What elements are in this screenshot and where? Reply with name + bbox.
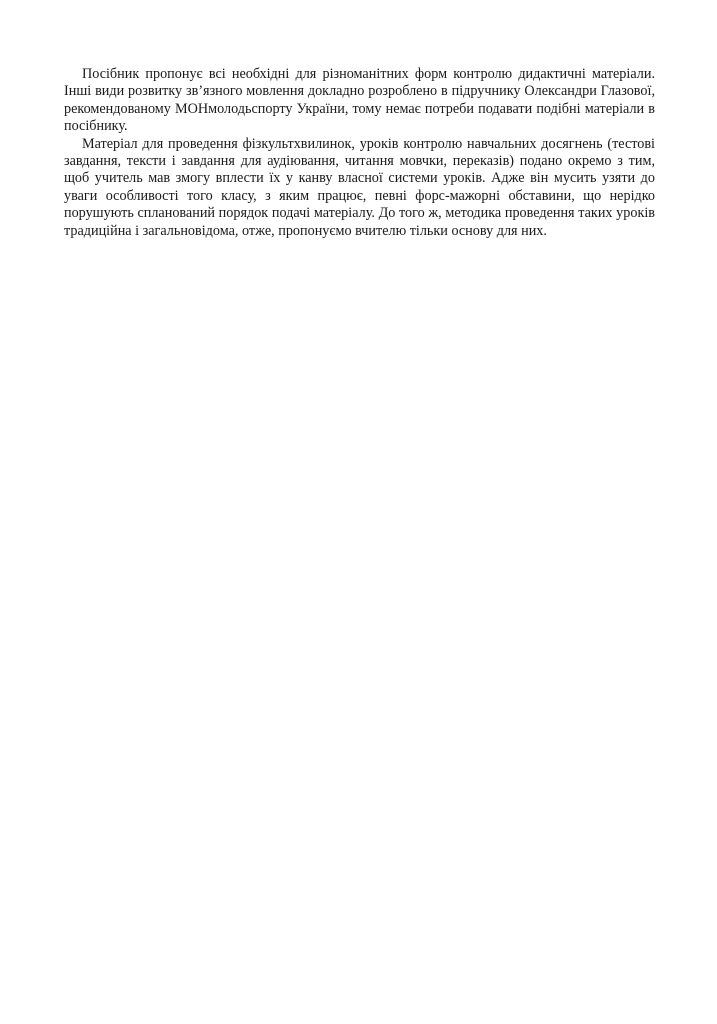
paragraph: Матеріал для проведення фізкультхвилинок, уроків контролю навчальних досягнень (тестові завдання, тексти і завдання для аудіювання, читання мовчки, переказів) подано окремо з тим, щоб учитель мав змогу вплести їх у канву власної системи уроків. Адже він мусить узяти до уваги особливості того класу, з яким працює, певні форс-мажорні обставини, що нерідко порушують спланований порядок подачі матеріалу. До того ж, методика проведення таких уроків традиційна і загальновідома, отже, пропонуємо вчителю тільки основу для них. [64,135,655,239]
paragraph: Посібник пропонує всі необхідні для різноманітних форм контролю дидактичні матеріали. Інші види розвитку зв’язного мовлення докладно розроблено в підручнику Олександри Глазової, рекомендованому МОНмолодьспорту України, тому немає потреби подавати подібні матеріали в посібнику. [64,66,655,135]
body-text [64,66,655,240]
